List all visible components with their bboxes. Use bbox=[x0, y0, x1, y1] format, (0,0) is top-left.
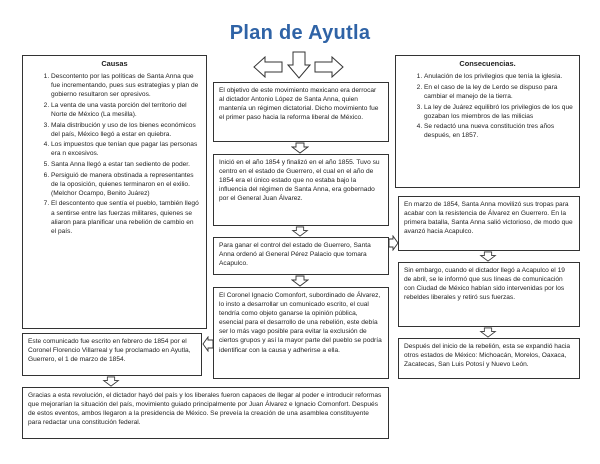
consecuencia-item: 1. Anulación de los privilegios que tenía la iglesia. bbox=[424, 72, 573, 81]
marzo-1854-box: En marzo de 1854, Santa Anna movilizó sus tropas para acabar con la resistencia de Álvarez en Guerrero. En la primera batalla, Santa Anna salió victorioso, de modo que avanzó hacia Acapulco. bbox=[398, 196, 580, 251]
down-arrow-small bbox=[479, 327, 497, 338]
causa-item: 3. Mala distribución y uso de los bienes económicos del país, México llegó a estar en quiebra. bbox=[51, 121, 200, 139]
down-arrow-small bbox=[479, 251, 497, 262]
down-arrow bbox=[287, 51, 311, 79]
control-guerrero-box: Para ganar el control del estado de Guerrero, Santa Anna ordenó al General Pérez Palacio que tomara Acapulco. bbox=[213, 237, 389, 275]
causas-box bbox=[22, 55, 207, 329]
consecuencia-item: 3. La ley de Juárez equilibró los privilegios de los que gozaban los miembros de las milicias bbox=[424, 103, 573, 121]
objetivo-box: El objetivo de este movimiento mexicano era derrocar al dictador Antonio López de Santa Anna, quien mantenía un régimen dictatorial. Dicho movimiento fue el primer paso hacia la reforma liberal de México. bbox=[213, 82, 389, 142]
causa-item: 5. Santa Anna llegó a estar tan sediento de poder. bbox=[51, 160, 200, 169]
inicio-box: Inició en el año 1854 y finalizó en el año 1855. Tuvo su centro en el estado de Guerrero, el cual en el año de 1854 era el único estado que no estaba bajo la influencia del régimen de Santa Anna, era gobernado por el General Juan Álvarez. bbox=[213, 154, 389, 226]
causa-item: 2. La venta de una vasta porción del territorio del Norte de México (La mesilla). bbox=[51, 101, 200, 119]
causa-item: 1. Descontento por las políticas de Santa Anna que fue incrementando, pues sus estrategias y plan de gobierno resultaron ser opresivos. bbox=[51, 72, 200, 99]
causas-heading: Causas bbox=[101, 59, 128, 68]
consecuencias-list bbox=[396, 72, 579, 140]
left-arrow bbox=[253, 56, 283, 78]
comonfort-box: El Coronel Ignacio Comonfort, subordinado de Álvarez, lo insto a desarrollar un comunicado escrito, el cual tendría como objeto ganarse la opinión pública, esencial para el desarrollo de una rebelión, este debía ser lo más vago posible para evitar la exclusión de ciertos grupos y así la mayor parte del pueblo se podría identificar con la causa y adherirse a ella. bbox=[213, 287, 389, 379]
consecuencias-heading: Consecuencias. bbox=[459, 59, 516, 68]
consecuencias-box bbox=[395, 55, 580, 188]
expansion-box: Después del inicio de la rebelión, esta se expandió hacia otros estados de México: Michoacán, Morelos, Oaxaca, Zacatecas, San Luis Potosí y Nuevo León. bbox=[398, 338, 580, 379]
consecuencia-item: 2. En el caso de la ley de Lerdo se dispuso para cambiar el manejo de la tierra. bbox=[424, 83, 573, 101]
causa-item: 4. Los impuestos que tenían que pagar las personas era n excesivos. bbox=[51, 140, 200, 158]
acapulco-box: Sin embargo, cuando el dictador llegó a Acapulco el 19 de abril, se le informó que sus líneas de comunicación con Ciudad de México habían sido intervenidas por los rebeldes liberales y retiró sus fuerzas. bbox=[398, 262, 580, 327]
down-arrow-small bbox=[291, 275, 309, 287]
left-arrow-small bbox=[202, 336, 214, 352]
down-arrow-small bbox=[102, 376, 120, 387]
right-arrow bbox=[314, 56, 344, 78]
comunicado-box: Este comunicado fue escrito en febrero de 1854 por el Coronel Florencio Villarreal y fue proclamado en Ayutla, Guerrero, el 1 de marzo de 1854. bbox=[22, 333, 202, 376]
causa-item: 7. El descontento que sentía el pueblo, también llegó a sentirse entre las fuerzas militares, quienes se aliaron para planificar una rebelión de cambio en el país. bbox=[51, 199, 200, 235]
conclusion-box: Gracias a esta revolución, el dictador hayó del país y los liberales fueron capaces de llegar al poder e introducir reformas que mejorarían la situación del país, movimiento guiado principalmente por Juan Álvarez e Ignacio Comonfort. Después de estos eventos, ambos llegaron a la presidencia de México. Se preveía la creación de una asamblea constituyente para redactar una constitución federal. bbox=[22, 387, 389, 439]
page-title: Plan de Ayutla bbox=[229, 22, 371, 44]
consecuencia-item: 4. Se redactó una nueva constitución tres años después, en 1857. bbox=[424, 122, 573, 140]
down-arrow-small bbox=[291, 142, 309, 154]
causas-list bbox=[23, 72, 206, 236]
down-arrow-small bbox=[291, 226, 309, 237]
causa-item: 6. Persiguió de manera obstinada a representantes de la oposición, quienes terminaron en el exilio. (Melchor Ocampo, Benito Juárez) bbox=[51, 171, 200, 198]
